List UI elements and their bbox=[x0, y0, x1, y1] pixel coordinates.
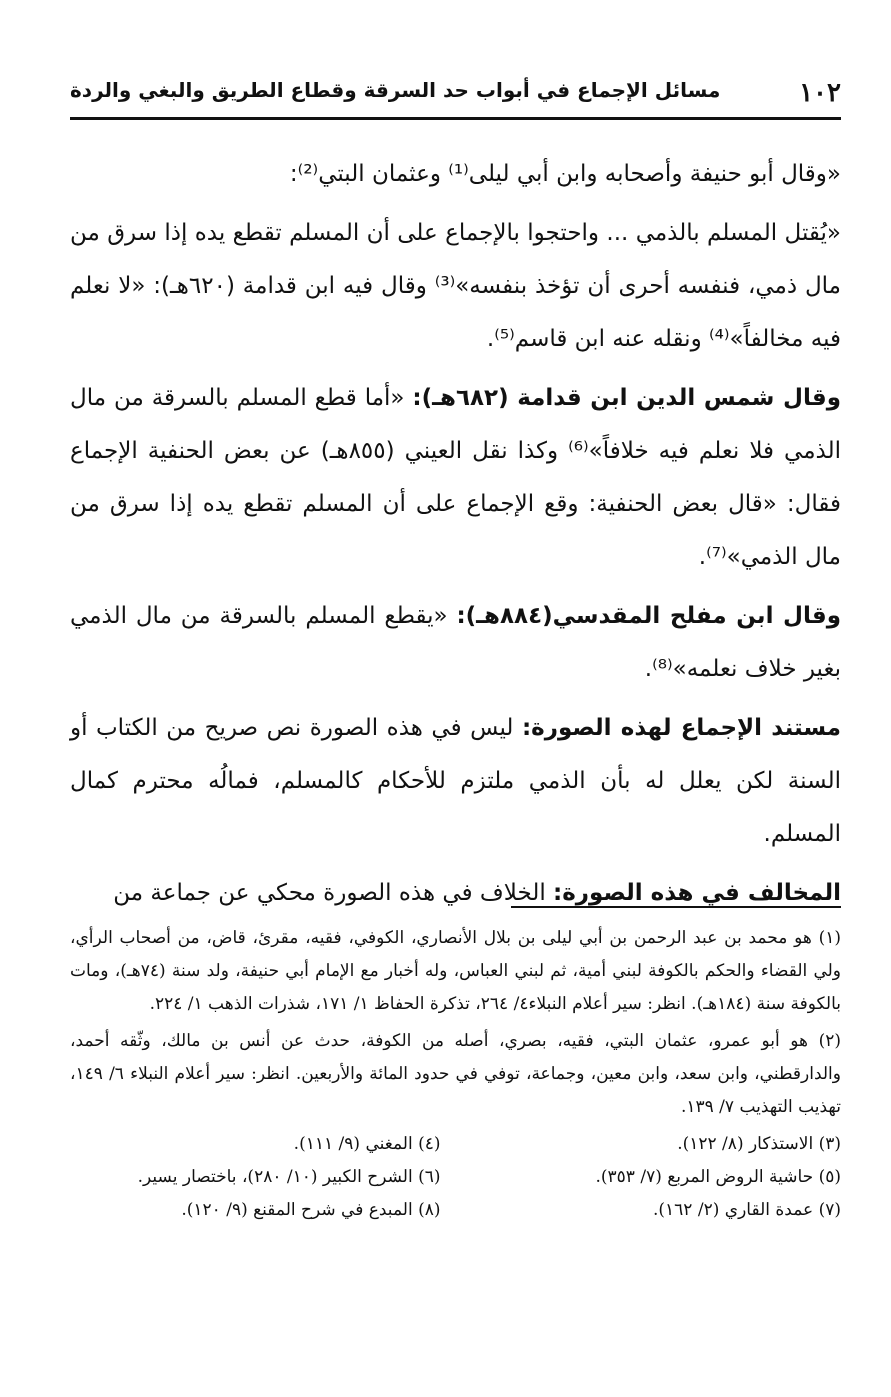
footnote-separator bbox=[511, 906, 841, 908]
paragraph-6-text: الخلاف في هذه الصورة محكي عن جماعة من bbox=[113, 880, 554, 906]
paragraph-4-lead: وقال ابن مفلح المقدسي(٨٨٤هـ): bbox=[456, 603, 841, 629]
paragraph-6 bbox=[70, 867, 841, 920]
paragraph-3-lead: وقال شمس الدين ابن قدامة (٦٨٢هـ): bbox=[412, 385, 841, 411]
footnote-6: (٦) الشرح الكبير (١٠/ ٢٨٠)، باختصار يسير. bbox=[137, 1167, 441, 1187]
paragraph-5 bbox=[70, 702, 841, 861]
footnote-5: (٥) حاشية الروض المربع (٧/ ٣٥٣). bbox=[595, 1167, 841, 1187]
footnote-1: (١) هو محمد بن عبد الرحمن بن أبي ليلى بن بلال الأنصاري، الكوفي، فقيه، مقرئ، قاض، من أصحاب الرأي، ولي القضاء والحكم بالكوفة لبني أمية، ثم لبني العباس، وله أخبار مع الإمام أبي حنيفة، ولد سنة (٧٤هـ)، ومات بالكوفة سنة (١٨٤هـ). انظر: سير أعلام النبلاء٤/ ٢٦٤، تذكرة الحفاظ ١/ ١٧١، شذرات الذهب ١/ ٢٢٤. bbox=[70, 928, 841, 1014]
page-header bbox=[70, 78, 841, 112]
header-rule bbox=[70, 117, 841, 120]
footnote-4: (٤) المغني (٩/ ١١١). bbox=[293, 1134, 441, 1154]
footnote-7: (٧) عمدة القاري (٢/ ١٦٢). bbox=[653, 1200, 841, 1220]
footnote-3: (٣) الاستذكار (٨/ ١٢٢). bbox=[677, 1134, 841, 1154]
paragraph-4-text: «يقطع المسلم بالسرقة من مال الذمي بغير خلاف نعلمه»⁽⁸⁾. bbox=[70, 603, 841, 682]
paragraph-3-text: «أما قطع المسلم بالسرقة من مال الذمي فلا نعلم فيه خلافاً»⁽⁶⁾ وكذا نقل العيني (٨٥٥هـ) عن بعض الحنفية الإجماع فقال: «قال بعض الحنفية: وقع الإجماع على أن المسلم تقطع يده إذا سرق من مال الذمي»⁽⁷⁾. bbox=[70, 385, 842, 570]
footnotes bbox=[70, 922, 841, 1227]
paragraph-5-text: ليس في هذه الصورة نص صريح من الكتاب أو السنة لكن يعلل له بأن الذمي ملتزم للأحكام كالمسلم، فمالُه محترم كمال المسلم. bbox=[70, 715, 841, 847]
footnote-grid bbox=[70, 1128, 841, 1227]
main-text bbox=[70, 148, 841, 926]
running-title: مسائل الإجماع في أبواب حد السرقة وقطاع الطريق والبغي والردة bbox=[70, 78, 721, 102]
paragraph-2: «يُقتل المسلم بالذمي ... واحتجوا بالإجماع على أن المسلم تقطع يده إذا سرق من مال ذمي، فنفسه أحرى أن تؤخذ بنفسه»⁽³⁾ وقال فيه ابن قدامة (٦٢٠هـ): «لا نعلم فيه مخالفاً»⁽⁴⁾ ونقله عنه ابن قاسم⁽⁵⁾. bbox=[70, 220, 841, 352]
footnote-2: (٢) هو أبو عمرو، عثمان البتي، فقيه، بصري، أصله من الكوفة، حدث عن أنس بن مالك، وثّقه أحمد، والدارقطني، وابن سعد، وابن معين، وجماعة، توفي في حدود المائة والأربعين. انظر: سير أعلام النبلاء ٦/ ١٤٩، تهذيب التهذيب ٧/ ١٣٩. bbox=[70, 1031, 841, 1117]
paragraph-1: «وقال أبو حنيفة وأصحابه وابن أبي ليلى⁽¹⁾ وعثمان البتي⁽²⁾: bbox=[289, 161, 841, 187]
footnote-8: (٨) المبدع في شرح المقنع (٩/ ١٢٠). bbox=[181, 1200, 441, 1220]
paragraph-5-lead: مستند الإجماع لهذه الصورة: bbox=[521, 715, 841, 741]
paragraph-6-lead: المخالف في هذه الصورة: bbox=[553, 880, 841, 906]
paragraph-3 bbox=[70, 372, 841, 584]
paragraph-4 bbox=[70, 590, 841, 696]
page-number: ١٠٢ bbox=[799, 78, 841, 108]
